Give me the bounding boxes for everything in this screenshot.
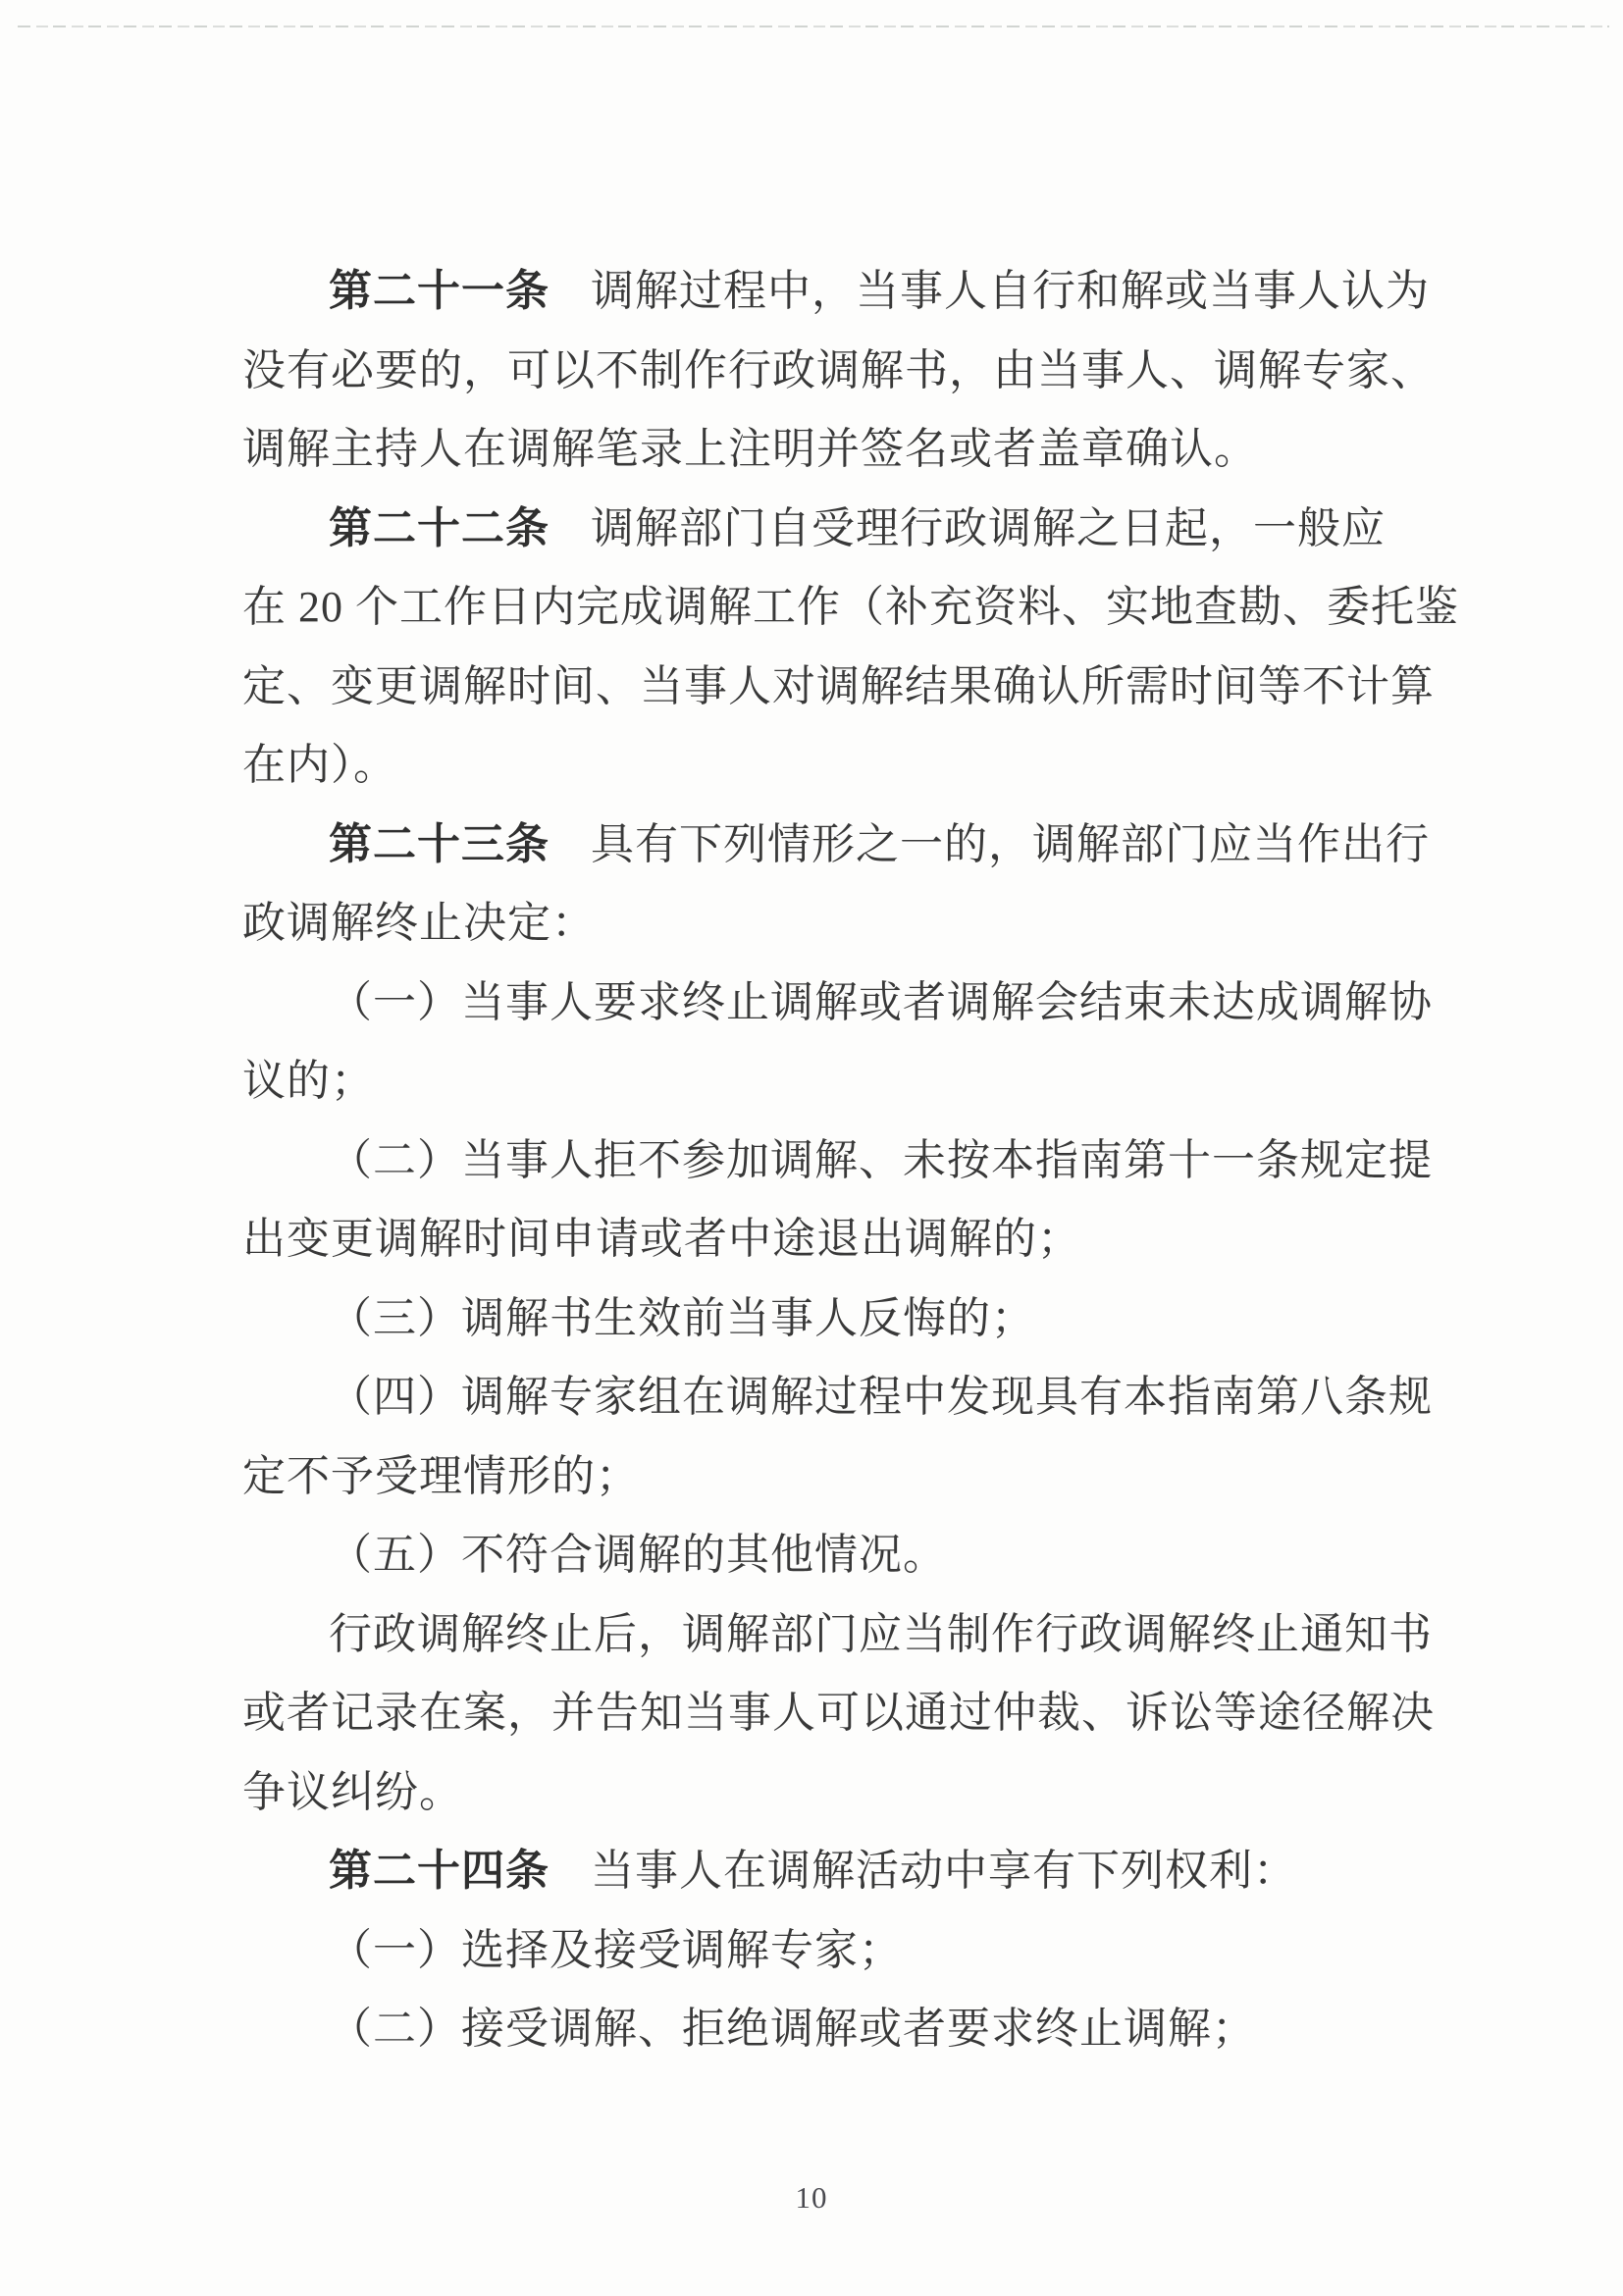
line-text: 没有必要的，可以不制作行政调解书，由当事人、调解专家、 <box>242 345 1435 394</box>
line-text: 当事人在调解活动中享有下列权利： <box>591 1847 1297 1895</box>
text-line <box>242 1042 1459 1122</box>
line-text: 定不予受理情形的； <box>242 1451 640 1500</box>
line-text: （一）选择及接受调解专家； <box>329 1925 903 1974</box>
line-text: （二）当事人拒不参加调解、未按本指南第十一条规定提 <box>329 1135 1433 1184</box>
text-line <box>242 1437 1459 1517</box>
article-number: 第二十四条 <box>329 1847 550 1895</box>
article-number: 第二十一条 <box>329 267 550 315</box>
scan-artifact-line <box>18 26 1609 27</box>
text-line <box>242 1674 1459 1753</box>
line-text: 调解过程中，当事人自行和解或当事人认为 <box>591 267 1430 315</box>
line-text: 调解主持人在调解笔录上注明并签名或者盖章确认。 <box>242 425 1258 473</box>
text-line <box>242 884 1459 964</box>
document-body <box>242 252 1459 2069</box>
text-line <box>242 1911 1459 1991</box>
text-line <box>242 568 1459 648</box>
text-line <box>242 806 1459 885</box>
text-line <box>242 490 1459 569</box>
line-text: （三）调解书生效前当事人反悔的； <box>329 1293 1035 1342</box>
text-line <box>242 726 1459 806</box>
text-line <box>242 1832 1459 1911</box>
line-text: 行政调解终止后，调解部门应当制作行政调解终止通知书 <box>329 1609 1433 1658</box>
text-line <box>242 1516 1459 1595</box>
text-line <box>242 648 1459 727</box>
line-text: 在内）。 <box>242 741 397 789</box>
line-text: 议的； <box>242 1057 375 1105</box>
line-text: （一）当事人要求终止调解或者调解会结束未达成调解协 <box>329 977 1433 1026</box>
page-number: 10 <box>795 2180 828 2215</box>
line-text: 出变更调解时间申请或者中途退出调解的； <box>242 1215 1081 1263</box>
line-text: （二）接受调解、拒绝调解或者要求终止调解； <box>329 2005 1256 2053</box>
text-line <box>242 410 1459 490</box>
line-text: （四）调解专家组在调解过程中发现具有本指南第八条规 <box>329 1373 1433 1421</box>
text-line <box>242 252 1459 332</box>
text-line <box>242 332 1459 411</box>
text-line <box>242 1595 1459 1675</box>
text-line <box>242 1122 1459 1201</box>
text-line <box>242 1279 1459 1359</box>
line-text: （五）不符合调解的其他情况。 <box>329 1531 947 1579</box>
line-text: 在 20 个工作日内完成调解工作（补充资料、实地查勘、委托鉴 <box>242 583 1459 631</box>
text-line <box>242 1358 1459 1437</box>
text-line <box>242 964 1459 1043</box>
line-text: 具有下列情形之一的，调解部门应当作出行 <box>591 819 1430 868</box>
line-text: 争议纠纷。 <box>242 1767 463 1816</box>
article-number: 第二十二条 <box>329 503 550 552</box>
text-line <box>242 1753 1459 1833</box>
text-line <box>242 1990 1459 2069</box>
line-text: 调解部门自受理行政调解之日起，一般应 <box>591 503 1386 552</box>
text-line <box>242 1200 1459 1279</box>
line-text: 或者记录在案，并告知当事人可以通过仲裁、诉讼等途径解决 <box>242 1689 1435 1737</box>
article-number: 第二十三条 <box>329 819 550 868</box>
line-text: 政调解终止决定： <box>242 899 596 947</box>
line-text: 定、变更调解时间、当事人对调解结果确认所需时间等不计算 <box>242 661 1435 710</box>
